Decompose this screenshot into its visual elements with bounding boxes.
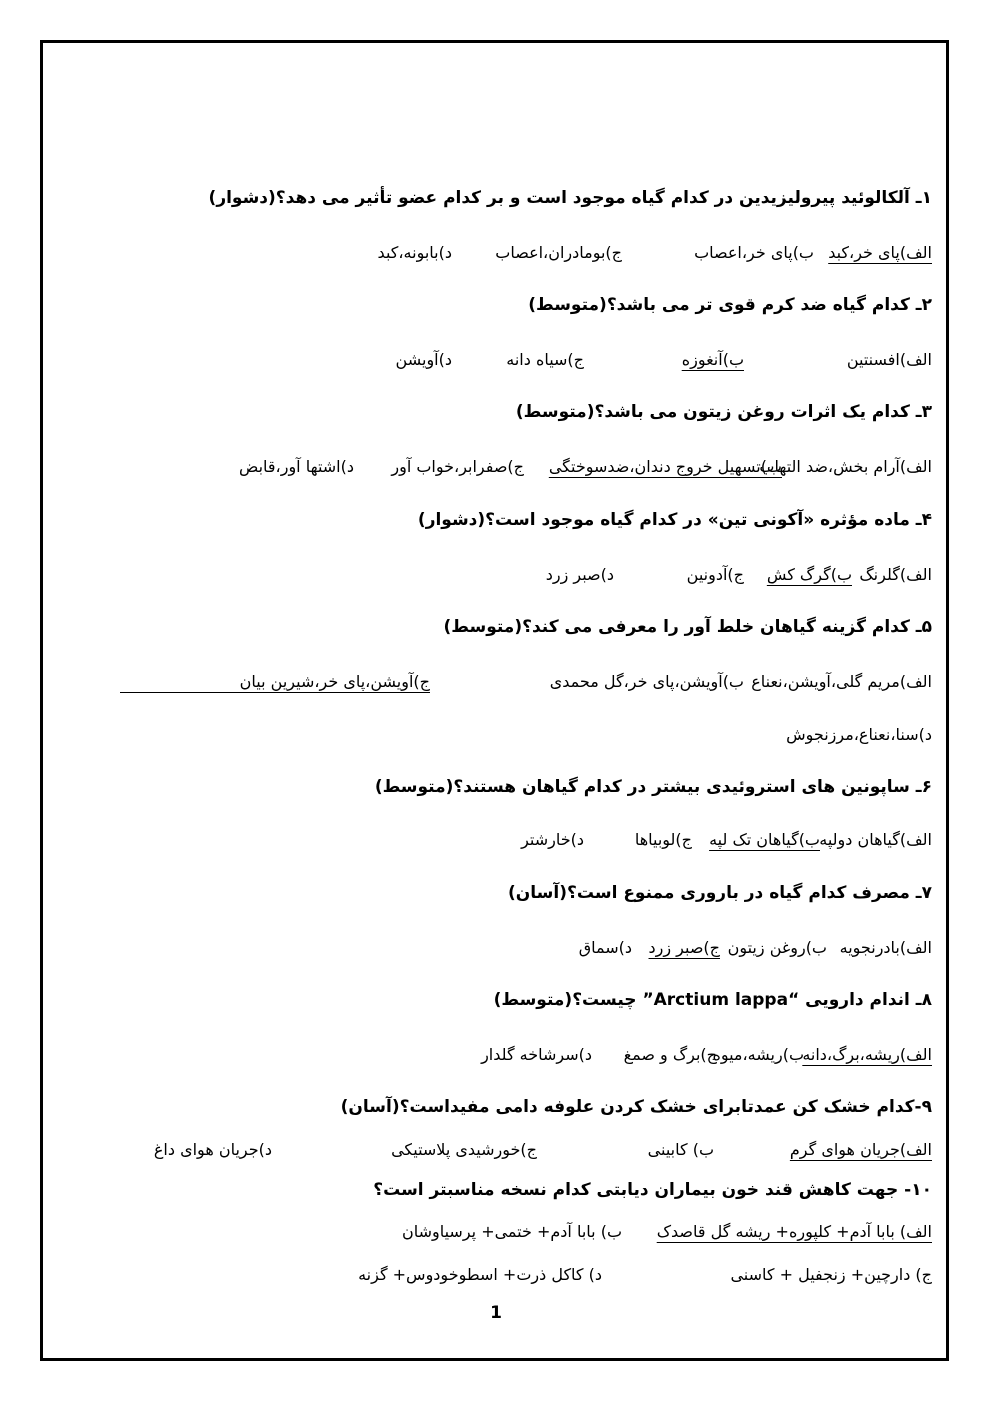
q2-option-b: ب)آنغوزه xyxy=(681,350,744,369)
q6-option-d: د)خارشتر xyxy=(521,830,584,849)
q2-option-a: الف)افسنتین xyxy=(846,350,932,369)
q10-option-d: د) کاکل ذرت+ اسطوخودوس+ گزنه xyxy=(358,1265,602,1284)
q1-option-c: ج)بومادران،اعصاب xyxy=(495,243,622,262)
q6-option-c: ج)لوبیاها xyxy=(634,830,692,849)
page-number: 1 xyxy=(490,1303,502,1323)
q9-option-c: ج)خورشیدی پلاستیکی xyxy=(391,1140,537,1159)
q7-option-d: د)سماق xyxy=(578,938,632,957)
question-5: ۵ـ کدام گزینه گیاهان خلط آور را معرفی می کند؟(متوسط) xyxy=(443,617,932,637)
q3-option-d: د)اشتها آور،قابض xyxy=(238,457,354,476)
q5-option-c: ج)آویشن،پای خر،شیرین بیان xyxy=(239,672,430,691)
q1-option-b: ب)پای خر،اعصاب xyxy=(694,243,814,262)
q2-option-d: د)آویشن xyxy=(395,350,452,369)
q1-option-d: د)بابونه،کبد xyxy=(377,243,452,262)
q3-option-c: ج)صفرابر،خواب آور xyxy=(391,457,524,476)
q5-option-d: د)سنا،نعناع،مرزنجوش xyxy=(786,725,932,744)
q7-option-a: الف)بادرنجویه xyxy=(839,938,932,957)
q9-option-d: د)جریان هوای داغ xyxy=(153,1140,272,1159)
q5-option-b: ب)آویشن،پای خر،گل محمدی xyxy=(549,672,744,691)
q4-option-a: الف)گلرنگ xyxy=(859,565,932,584)
q5-option-a: الف)مریم گلی،آویشن،نعناع xyxy=(751,672,932,691)
q3-option-a: الف)آرام بخش،ضد التهاب xyxy=(759,457,932,476)
question-6: ۶ـ ساپونین های استروئیدی بیشتر در کدام گیاهان هستند؟(متوسط) xyxy=(374,777,932,797)
q8-option-a: الف)ریشه،برگ،دانه xyxy=(802,1045,932,1064)
question-2: ۲ـ کدام گیاه ضد کرم قوی تر می باشد؟(متوسط) xyxy=(528,295,932,315)
q4-option-c: ج)آدونین xyxy=(686,565,744,584)
question-1: ۱ـ آلکالوئید پیرولیزیدین در کدام گیاه موجود است و بر کدام عضو تأثیر می دهد؟(دشوار) xyxy=(208,188,932,208)
question-3: ۳ـ کدام یک اثرات روغن زیتون می باشد؟(متوسط) xyxy=(515,402,932,422)
q10-option-a: الف) بابا آدم+ کلپوره+ ریشه گل قاصدک xyxy=(656,1222,932,1241)
question-10: ۱۰- جهت کاهش قند خون بیماران دیابتی کدام نسخه مناسبتر است؟ xyxy=(373,1180,932,1200)
question-4: ۴ـ ماده مؤثره «آکونی تین» در کدام گیاه موجود است؟(دشوار) xyxy=(417,510,932,530)
q10-option-b: ب) بابا آدم+ ختمی+ پرسیاوشان xyxy=(401,1222,622,1241)
q7-option-c: ج)صبر زرد xyxy=(648,938,720,957)
q6-option-b: ب)گیاهان تک لپه xyxy=(709,830,820,849)
page-border xyxy=(40,40,949,1361)
q8-option-c: ج)برگ و صمغ xyxy=(623,1045,717,1064)
question-7: ۷ـ مصرف کدام گیاه در باروری ممنوع است؟(آسان) xyxy=(508,883,932,903)
question-8: ۸ـ اندام دارویی “Arctium lappa” چیست؟(متوسط) xyxy=(493,990,932,1010)
q1-option-a: الف)پای خر،کبد xyxy=(828,243,932,262)
answer-blank-line xyxy=(120,672,242,693)
q8-option-b: ب)ریشه،میوه xyxy=(712,1045,804,1064)
q3-option-b: ب)تسهیل خروج دندان،ضدسوختگی xyxy=(548,457,782,476)
q2-option-c: ج)سیاه دانه xyxy=(506,350,584,369)
question-9: ۹-کدام خشک کن عمدتابرای خشک کردن علوفه دامی مفیداست؟(آسان) xyxy=(340,1097,932,1117)
q7-option-b: ب)روغن زیتون xyxy=(727,938,827,957)
q4-option-b: ب)گرگ کش xyxy=(766,565,852,584)
q10-option-c: ج) دارچین+ زنجفیل + کاسنی xyxy=(730,1265,932,1284)
q6-option-a: الف)گیاهان دولپه xyxy=(819,830,932,849)
q9-option-b: ب) کابینی xyxy=(647,1140,714,1159)
q8-option-d: د)سرشاخه گلدار xyxy=(481,1045,592,1064)
q4-option-d: د)صبر زرد xyxy=(545,565,614,584)
q9-option-a: الف)جریان هوای گرم xyxy=(789,1140,932,1159)
